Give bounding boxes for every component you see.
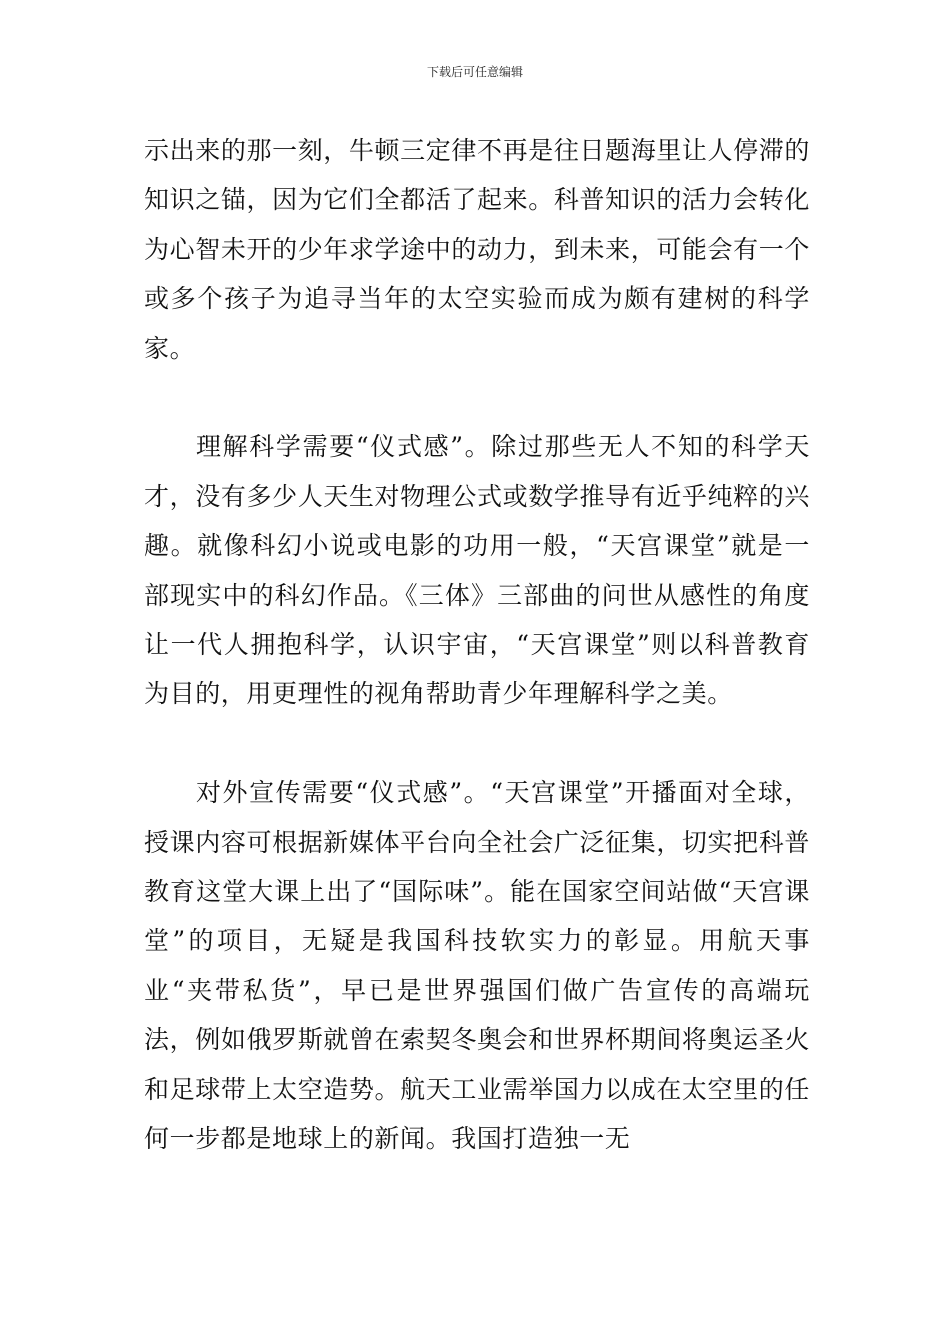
paragraph-gap bbox=[144, 719, 810, 768]
page-header: 下载后可任意编辑 bbox=[426, 65, 523, 79]
paragraph-3: 对外宣传需要“仪式感”。“天宫课堂”开播面对全球，授课内容可根据新媒体平台向全社会广泛征集，切实把科普教育这堂大课上出了“国际味”。能在国家空间站做“天宫课堂”的项目，无疑是我国科技软实力的彰显。用航天事业“夹带私货”，早已是世界强国们做广告宣传的高端玩法，例如俄罗斯就曾在索契冬奥会和世界杯期间将奥运圣火和足球带上太空造势。航天工业需举国力以成在太空里的任何一步都是地球上的新闻。我国打造独一无 bbox=[144, 778, 810, 1154]
paragraph-gap bbox=[144, 373, 810, 422]
document-body bbox=[144, 126, 810, 1164]
paragraph-1: 示出来的那一刻，牛顿三定律不再是往日题海里让人停滞的知识之锚，因为它们全都活了起来。科普知识的活力会转化为心智未开的少年求学途中的动力，到未来，可能会有一个或多个孩子为追寻当年的太空实验而成为颇有建树的科学家。 bbox=[144, 136, 810, 363]
paragraph-2: 理解科学需要“仪式感”。除过那些无人不知的科学天才，没有多少人天生对物理公式或数学推导有近乎纯粹的兴趣。就像科幻小说或电影的功用一般，“天宫课堂”就是一部现实中的科幻作品。《三体》三部曲的问世从感性的角度让一代人拥抱科学，认识宇宙，“天宫课堂”则以科普教育为目的，用更理性的视角帮助青少年理解科学之美。 bbox=[144, 432, 810, 709]
